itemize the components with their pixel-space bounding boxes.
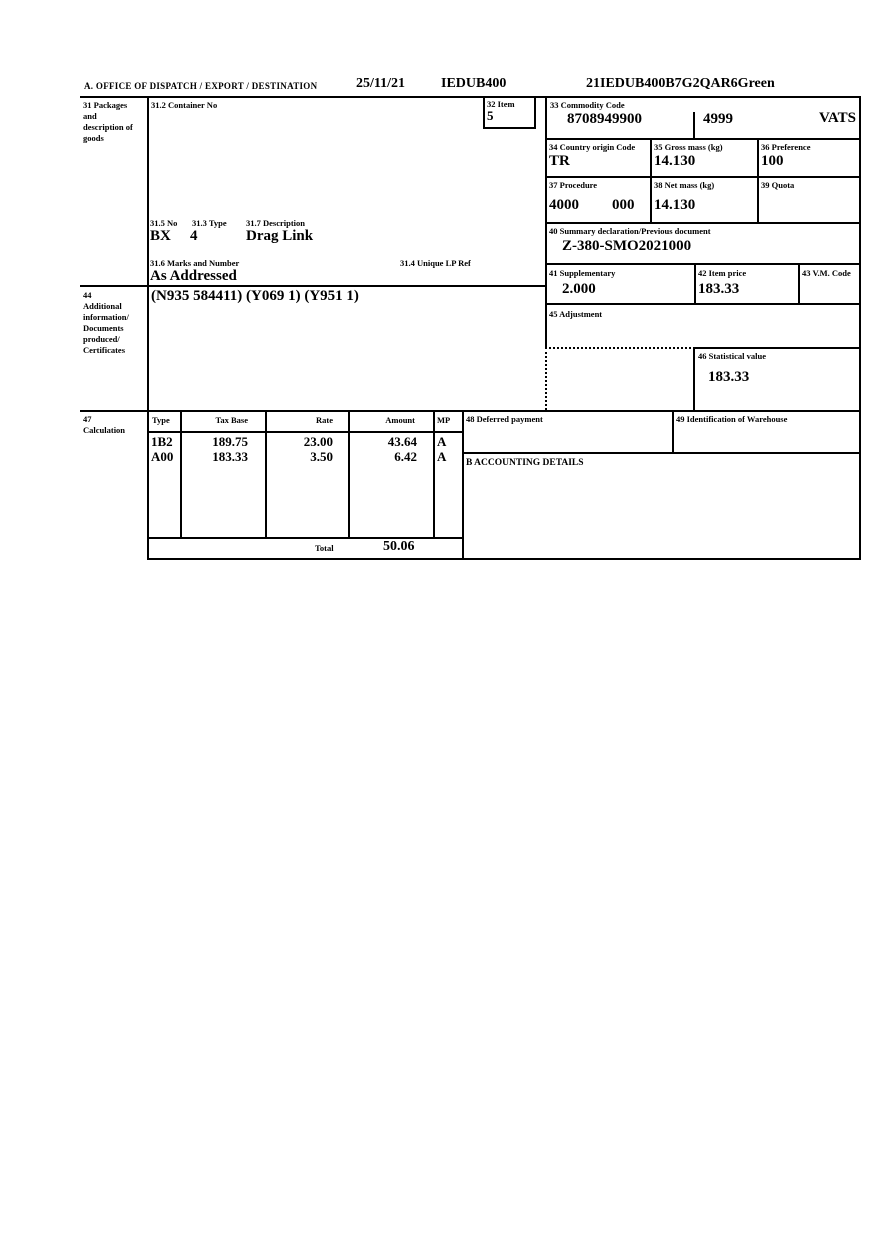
box32-item-value: 5	[487, 108, 494, 123]
box31-lp-ref-label: 31.4 Unique LP Ref	[400, 258, 471, 268]
box46-left-border	[693, 347, 695, 410]
box44-number: 44	[83, 290, 92, 300]
calc-row-mp: A	[437, 434, 447, 449]
box41-42-divider	[694, 263, 696, 303]
box37-value2: 000	[612, 197, 635, 213]
center-column-dotted-divider	[545, 347, 547, 410]
box37-row-bottom-border	[545, 222, 861, 224]
box40-value: Z-380-SMO2021000	[562, 238, 692, 254]
box34-label: 34 Country origin Code	[549, 142, 636, 152]
box42-43-divider	[798, 263, 800, 303]
calc-col-tax-base: Tax Base	[215, 415, 248, 425]
box41-value: 2.000	[562, 281, 596, 297]
box31-marks-value: As Addressed	[150, 268, 237, 284]
box40-bottom-border	[545, 263, 861, 265]
box41-label: 41 Supplementary	[549, 268, 616, 278]
box41-row-bottom-border	[545, 303, 861, 305]
box37-label: 37 Procedure	[549, 180, 598, 190]
dispatch-office-label: A. OFFICE OF DISPATCH / EXPORT / DESTINATION	[84, 81, 318, 91]
box33-label: 33 Commodity Code	[550, 100, 625, 110]
calc-row-amount: 6.42	[394, 449, 417, 464]
calc-total-value: 50.06	[383, 539, 415, 554]
box32-left-border	[483, 96, 485, 129]
accounting-box-top-border	[462, 452, 861, 454]
box31-type-value: 4	[190, 228, 198, 244]
box33-code3: VATS	[819, 110, 856, 126]
box32-label: 32 Item	[487, 99, 515, 109]
box31-description-label: 31.7 Description	[246, 218, 306, 228]
box32-bottom-border	[483, 127, 536, 129]
calc-taxbase-col-border	[265, 410, 267, 537]
center-column-divider	[545, 96, 547, 347]
box46-top-border	[694, 347, 861, 349]
box35-value: 14.130	[654, 153, 696, 169]
box31-type-label: 31.3 Type	[192, 218, 227, 228]
calc-type-col-border	[180, 410, 182, 537]
calc-row-amount: 43.64	[387, 434, 417, 449]
box31-no-value: BX	[150, 228, 171, 244]
box45-dotted-bottom-border	[545, 347, 695, 349]
calc-total-label: Total	[315, 543, 334, 553]
box33-commodity-code: 8708949900	[567, 111, 642, 127]
calc-col-amount: Amount	[385, 415, 415, 425]
box34-row-bottom-border	[545, 176, 861, 178]
calc-col-rate: Rate	[316, 415, 333, 425]
calc-row-type: 1B2	[151, 434, 173, 449]
calc-amount-col-border	[433, 410, 435, 537]
box46-label: 46 Statistical value	[698, 351, 766, 361]
box46-value: 183.33	[708, 369, 750, 385]
box35-label: 35 Gross mass (kg)	[654, 142, 723, 152]
calc-row-tax-base: 183.33	[212, 449, 248, 464]
movement-reference-number: 21IEDUB400B7G2QAR6Green	[586, 76, 775, 91]
declaration-date: 25/11/21	[356, 76, 406, 91]
box47-top-border	[80, 410, 861, 412]
calc-col-type: Type	[152, 415, 170, 425]
box36-label: 36 Preference	[761, 142, 811, 152]
box47-number: 47	[83, 414, 92, 424]
box31-marks-label: 31.6 Marks and Number	[150, 258, 240, 268]
box34-35-divider	[650, 138, 652, 222]
box31-container-label: 31.2 Container No	[151, 100, 218, 110]
box31-no-label: 31.5 No	[150, 218, 178, 228]
box38-value: 14.130	[654, 197, 696, 213]
box44-value: (N935 584411) (Y069 1) (Y951 1)	[151, 288, 359, 304]
box47-label: Calculation	[83, 425, 126, 435]
box39-label: 39 Quota	[761, 180, 795, 190]
box40-label: 40 Summary declaration/Previous document	[549, 226, 711, 236]
calc-row-rate: 23.00	[303, 434, 333, 449]
calc-row-rate: 3.50	[310, 449, 333, 464]
calc-row-type: A00	[151, 449, 174, 464]
box35-36-divider	[757, 138, 759, 222]
box48-49-divider	[672, 410, 674, 452]
box34-value: TR	[549, 153, 570, 169]
form-top-border	[80, 96, 861, 98]
calc-table-header-border	[147, 431, 463, 433]
form-bottom-border	[147, 558, 861, 560]
box31-label: 31 Packages and description of goods	[83, 100, 133, 144]
box31-description-value: Drag Link	[246, 228, 314, 244]
box37-value1: 4000	[549, 197, 579, 213]
box45-label: 45 Adjustment	[549, 309, 603, 319]
calc-table-bottom-border	[147, 537, 463, 539]
box43-label: 43 V.M. Code	[802, 268, 851, 278]
calc-rate-col-border	[348, 410, 350, 537]
office-code: IEDUB400	[441, 76, 507, 91]
calc-row-tax-base: 189.75	[212, 434, 248, 449]
box49-label: 49 Identification of Warehouse	[676, 414, 788, 424]
box38-label: 38 Net mass (kg)	[654, 180, 715, 190]
calc-mp-right-border	[462, 410, 464, 558]
calc-row-mp: A	[437, 449, 447, 464]
box44-top-border	[80, 285, 547, 287]
box33-code2: 4999	[703, 111, 733, 127]
box42-label: 42 Item price	[698, 268, 747, 278]
box36-value: 100	[761, 153, 784, 169]
accounting-details-label: B ACCOUNTING DETAILS	[466, 458, 584, 468]
box44-label: Additional information/ Documents produced/ Certificates	[83, 301, 129, 356]
box48-label: 48 Deferred payment	[466, 414, 543, 424]
box33-code-divider	[693, 112, 695, 138]
form-right-border	[859, 96, 861, 560]
calc-col-mp: MP	[437, 415, 451, 425]
left-column-divider	[147, 96, 149, 560]
box32-right-border	[534, 96, 536, 129]
box42-value: 183.33	[698, 281, 740, 297]
box33-bottom-border	[545, 138, 861, 140]
